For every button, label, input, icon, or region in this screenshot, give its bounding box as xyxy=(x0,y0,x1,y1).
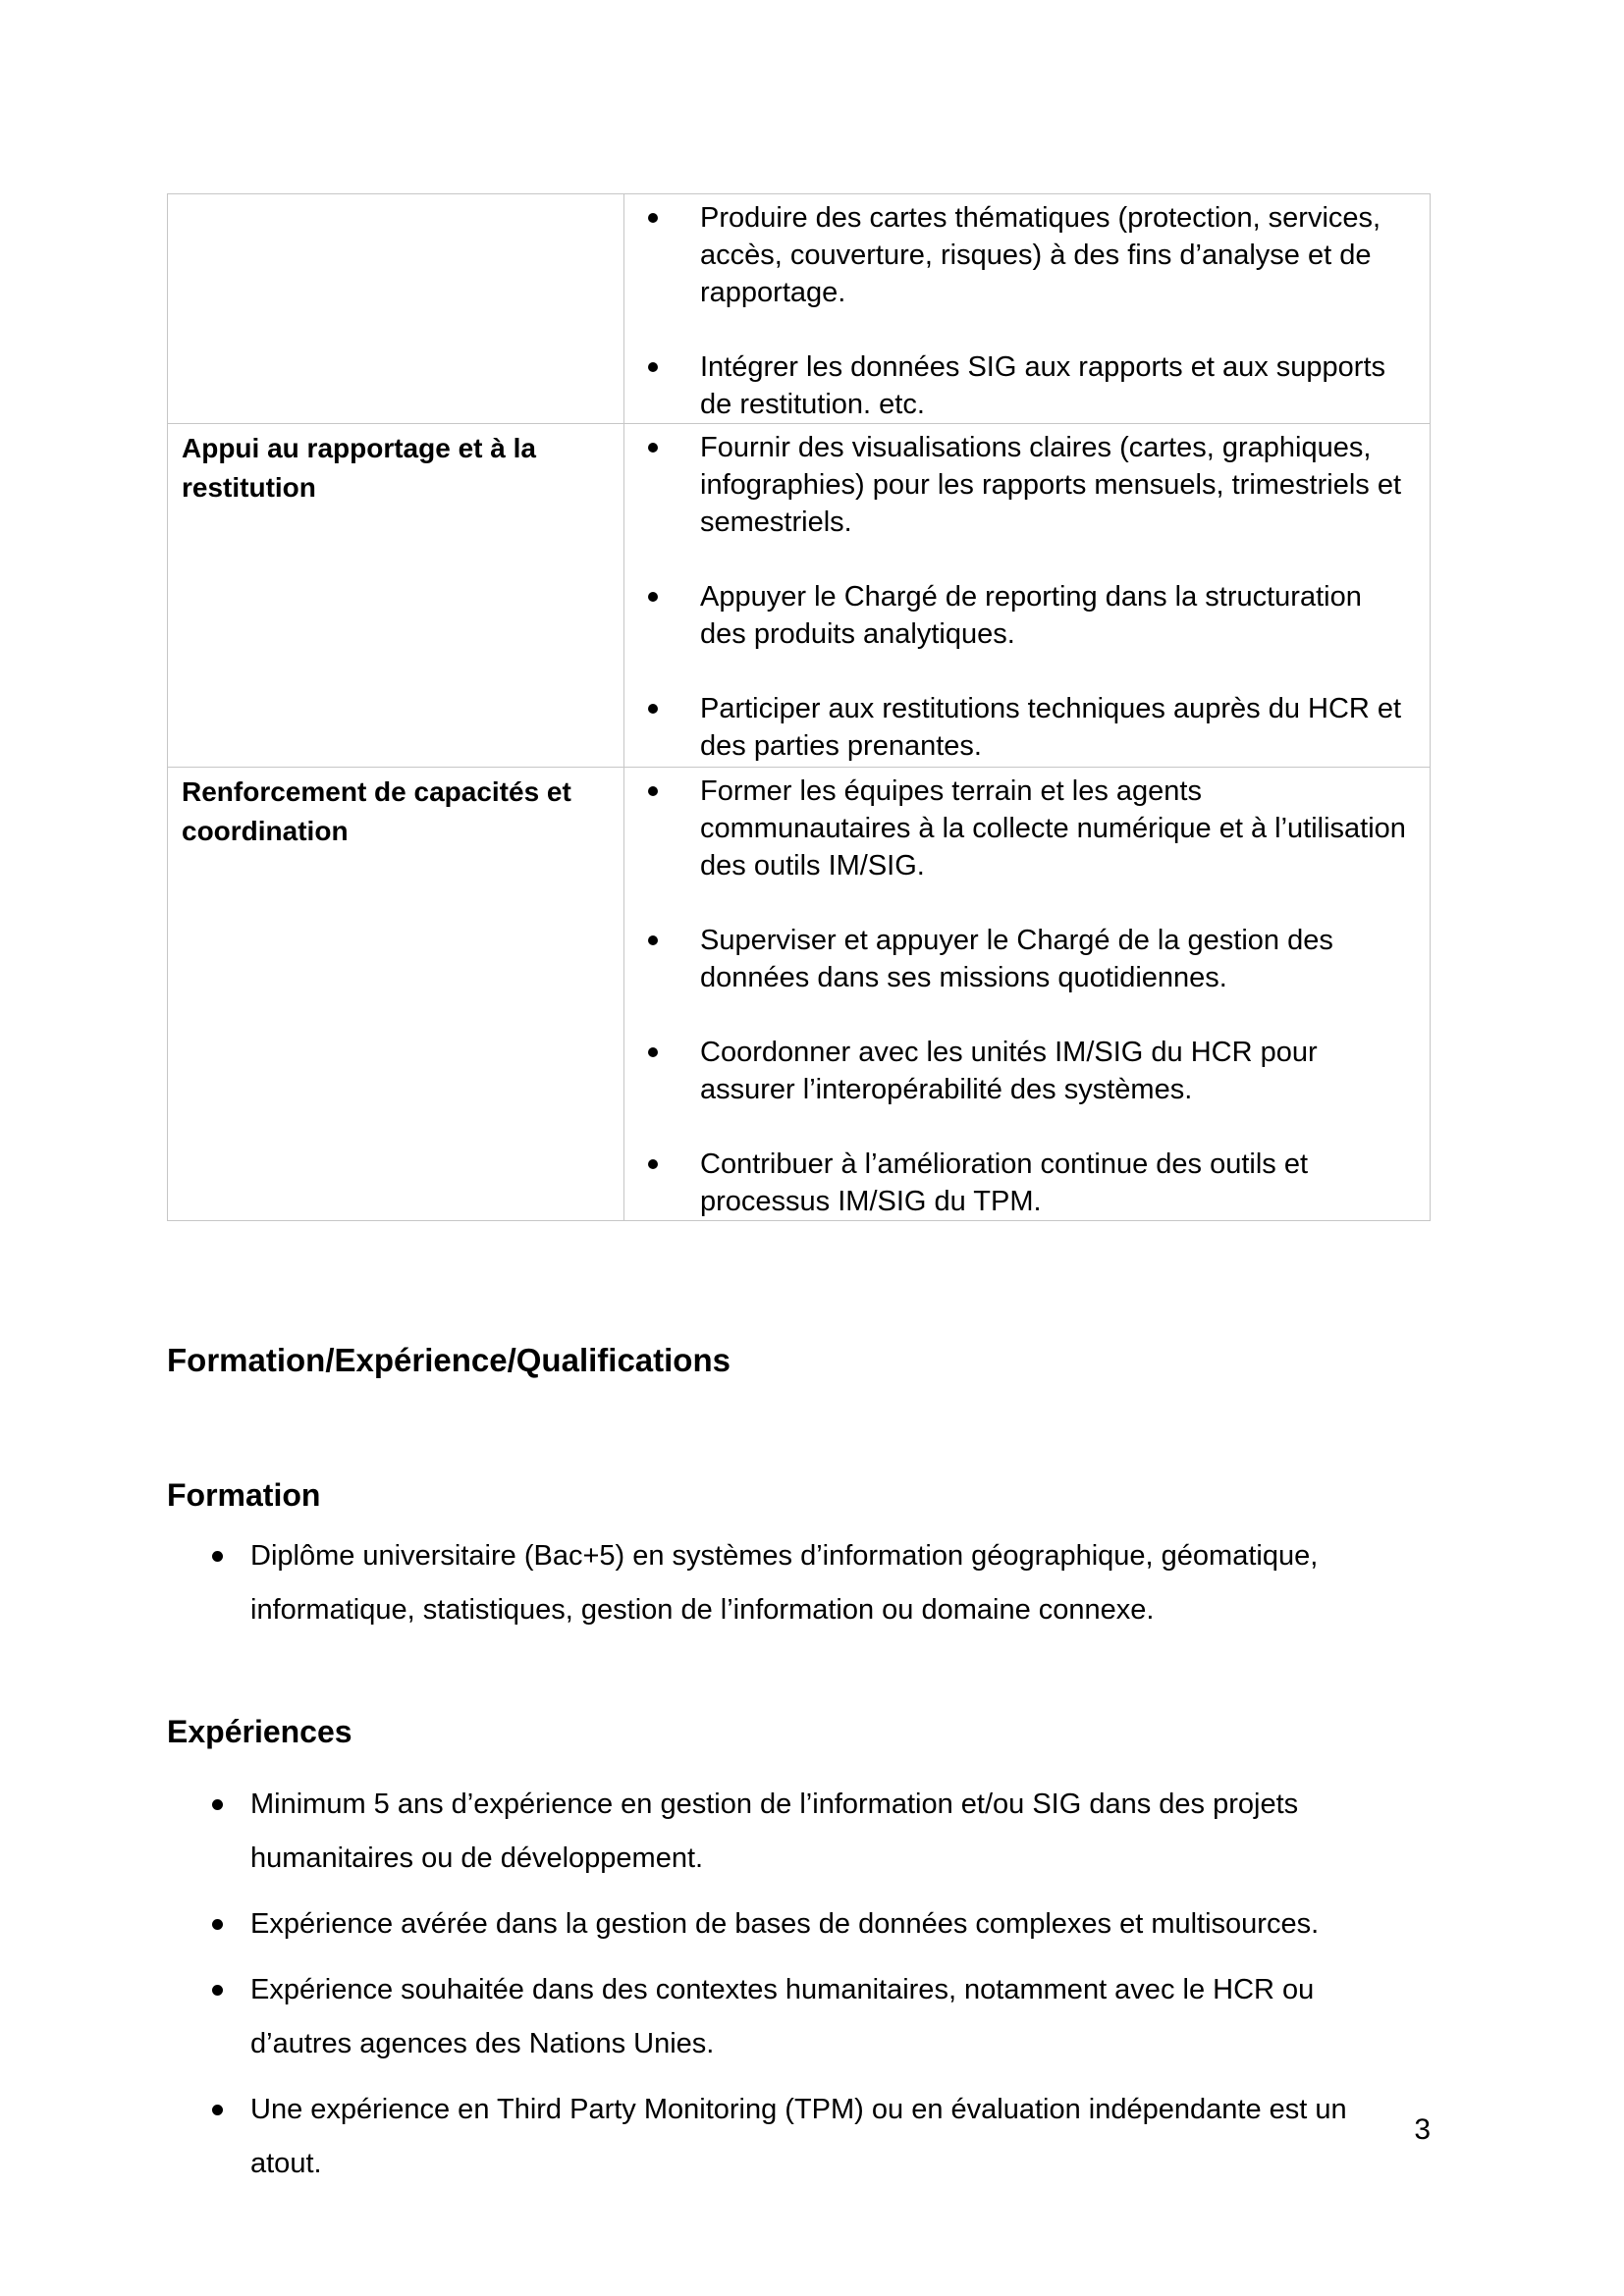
formation-list xyxy=(167,1529,1394,1637)
bullet-text: Superviser et appuyer le Chargé de la gestion des données dans ses missions quotidiennes. xyxy=(700,925,1333,993)
bullet-icon xyxy=(648,704,658,714)
table-row-bullets xyxy=(624,768,1431,1221)
list-item xyxy=(167,1897,1394,1951)
section-heading-qualifications: Formation/Expérience/Qualifications xyxy=(167,1342,731,1378)
bullet-text: Produire des cartes thématiques (protection, services, accès, couverture, risques) à des fins d’analyse et de rapportage. xyxy=(700,202,1381,308)
bullet-icon xyxy=(212,2105,223,2115)
bullet-list xyxy=(624,773,1406,1220)
bullet-text: Coordonner avec les unités IM/SIG du HCR pour assurer l’interopérabilité des systèmes. xyxy=(700,1037,1318,1105)
page-content xyxy=(167,193,1431,2191)
list-item xyxy=(624,922,1406,996)
section-heading-formation: Formation xyxy=(167,1477,321,1513)
list-item xyxy=(167,1529,1394,1637)
bullet-icon xyxy=(648,1047,658,1057)
bullet-icon xyxy=(212,1985,223,1996)
bullet-text: Fournir des visualisations claires (cartes, graphiques, infographies) pour les rapports mensuels, trimestriels et semestriels. xyxy=(700,432,1402,538)
list-item xyxy=(624,690,1406,765)
bullet-icon xyxy=(648,786,658,796)
bullet-text: Expérience souhaitée dans des contextes humanitaires, notamment avec le HCR ou d’autres agences des Nations Unies. xyxy=(250,1974,1315,2059)
bullet-icon xyxy=(648,592,658,602)
bullet-text: Contribuer à l’amélioration continue des outils et processus IM/SIG du TPM. xyxy=(700,1148,1309,1217)
bullet-icon xyxy=(212,1551,223,1562)
table-row-header: Renforcement de capacités et coordination xyxy=(168,768,624,1221)
table-row-header: Appui au rapportage et à la restitution xyxy=(168,424,624,768)
bullet-list xyxy=(624,199,1406,423)
bullet-icon xyxy=(648,1159,658,1169)
bullet-icon xyxy=(212,1799,223,1810)
table-row xyxy=(168,768,1431,1221)
bullet-icon xyxy=(648,213,658,223)
bullet-text: Appuyer le Chargé de reporting dans la structuration des produits analytiques. xyxy=(700,581,1362,650)
list-item xyxy=(624,1146,1406,1220)
bullet-text: Diplôme universitaire (Bac+5) en systèmes d’information géographique, géomatique, informatique, statistiques, gestion de l’information ou domaine connexe. xyxy=(250,1540,1319,1626)
list-item xyxy=(624,1034,1406,1108)
list-item xyxy=(624,578,1406,653)
list-item xyxy=(167,1963,1394,2071)
bullet-text: Participer aux restitutions techniques auprès du HCR et des parties prenantes. xyxy=(700,693,1402,762)
bullet-text: Former les équipes terrain et les agents communautaires à la collecte numérique et à l’utilisation des outils IM/SIG. xyxy=(700,775,1406,881)
table-row xyxy=(168,194,1431,424)
page-number: 3 xyxy=(1414,2113,1431,2146)
bullet-icon xyxy=(212,1919,223,1930)
bullet-list xyxy=(624,429,1406,765)
bullet-text: Expérience avérée dans la gestion de bases de données complexes et multisources. xyxy=(250,1908,1320,1940)
responsibilities-table xyxy=(167,193,1431,1221)
bullet-icon xyxy=(648,362,658,372)
list-item xyxy=(624,348,1406,423)
list-item xyxy=(624,429,1406,541)
table-row-header xyxy=(168,194,624,424)
bullet-text: Intégrer les données SIG aux rapports et aux supports de restitution. etc. xyxy=(700,351,1386,420)
experiences-list xyxy=(167,1778,1394,2191)
bullet-text: Minimum 5 ans d’expérience en gestion de l’information et/ou SIG dans des projets humanitaires ou de développement. xyxy=(250,1789,1299,1874)
bullet-icon xyxy=(648,443,658,453)
section-heading-experiences: Expériences xyxy=(167,1714,352,1749)
list-item xyxy=(624,773,1406,884)
table-row xyxy=(168,424,1431,768)
bullet-icon xyxy=(648,935,658,945)
bullet-text: Une expérience en Third Party Monitoring (TPM) ou en évaluation indépendante est un atout. xyxy=(250,2094,1347,2179)
list-item xyxy=(624,199,1406,311)
list-item xyxy=(167,1778,1394,1886)
list-item xyxy=(167,2083,1394,2191)
table-row-bullets xyxy=(624,194,1431,424)
table-row-bullets xyxy=(624,424,1431,768)
